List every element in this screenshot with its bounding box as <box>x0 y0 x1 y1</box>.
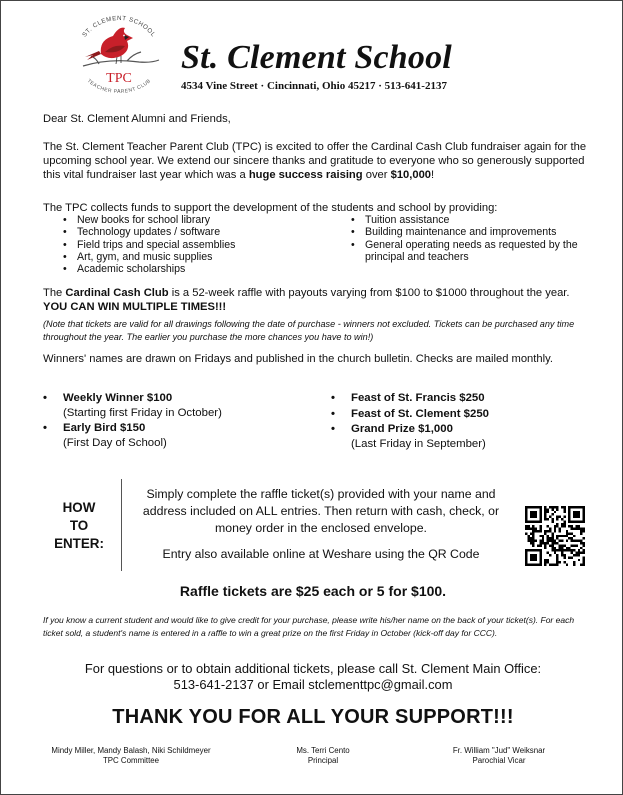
how-to-enter-heading <box>41 499 117 553</box>
prize-detail: (Last Friday in September) <box>351 437 486 450</box>
signature-role: Principal <box>307 756 339 765</box>
prize-item <box>331 422 591 451</box>
online-entry-text: Entry also available online at Weshare using the QR Code <box>162 547 480 561</box>
student-credit-note: If you know a current student and would like to give credit for your purchase, please write his/her name on the back of your ticket(s). For each ticket sold, a student's name is entered in a raffle to win a great prize on the first Friday in October (kick-off day for CCC). <box>43 615 575 639</box>
intro-bold-1: huge success raising <box>248 169 363 181</box>
list-item: • Field trips and special assemblies <box>59 239 329 251</box>
list-item: • Building maintenance and improvements <box>347 226 587 238</box>
club-name: Cardinal Cash Club <box>65 287 169 299</box>
intro-paragraph <box>43 140 591 182</box>
how-line-3: ENTER: <box>54 536 104 551</box>
ticket-note: (Note that tickets are valid for all drawings following the date of purchase - winners not excluded. Tickets can be purchased any time throughout the year. The earlier you purchase the more chances you have to win!) <box>43 319 575 342</box>
logo-bottom-text: TEACHER PARENT CLUB <box>85 78 153 95</box>
prize-item <box>331 391 591 406</box>
features-list-right <box>347 214 587 263</box>
intro-text-1: The St. Clement Teacher Parent Club (TPC) is excited to offer the Cardinal Cash Club fundraiser again for the upcoming school year. We extend our sincere thanks and gratitude to everyone who so generously supported this vital fundraiser last year which was a <box>43 141 587 181</box>
prizes-right <box>331 391 591 452</box>
list-item: • Academic scholarships <box>59 263 329 275</box>
list-item: • General operating needs as requested by the principal and teachers <box>347 239 587 264</box>
club-text-mid: is a 52-week raffle with payouts varying from $100 to $1000 throughout the year. <box>168 287 570 299</box>
intro-text-3: ! <box>431 169 435 181</box>
prize-detail: (Starting first Friday in October) <box>63 406 222 419</box>
signature-vicar <box>409 746 589 766</box>
features-list-left <box>59 214 329 275</box>
logo-arc-text: ST. CLEMENT SCHOOL <box>81 14 157 39</box>
bullet-icon: • <box>43 392 47 404</box>
thank-you-banner: THANK YOU FOR ALL YOUR SUPPORT!!! <box>112 706 514 728</box>
prize-title: Feast of St. Clement $250 <box>351 407 490 420</box>
signature-tpc <box>41 746 221 766</box>
club-emphasis: YOU CAN WIN MULTIPLE TIMES!!! <box>43 301 227 313</box>
list-item: • Technology updates / software <box>59 226 329 238</box>
prizes-left <box>43 391 303 451</box>
cardinal-bird-icon <box>85 28 133 64</box>
prize-item <box>331 407 591 422</box>
signature-name: Fr. William "Jud" Weiksnar <box>452 746 546 755</box>
prize-title: Early Bird $150 <box>63 422 146 434</box>
entry-instructions: Simply complete the raffle ticket(s) provided with your name and address included on ALL entries. Then return with cash, check, or money order in the enclosed envelope. <box>142 487 500 535</box>
bullet-icon: • <box>331 392 335 404</box>
list-item: • Art, gym, and music supplies <box>59 251 329 263</box>
tpc-cardinal-logo <box>69 14 169 104</box>
how-divider <box>121 479 122 571</box>
contact-line-1: For questions or to obtain additional tickets, please call St. Clement Main Office: <box>84 661 542 676</box>
list-item: • Tuition assistance <box>347 214 587 226</box>
greeting: Dear St. Clement Alumni and Friends, <box>43 113 231 125</box>
ticket-price: Raffle tickets are $25 each or 5 for $100. <box>179 583 447 599</box>
signature-name: Mindy Miller, Mandy Balash, Niki Schildmeyer <box>51 746 211 755</box>
list-item: • New books for school library <box>59 214 329 226</box>
how-line-2: TO <box>69 518 89 533</box>
prize-item <box>43 421 303 450</box>
prize-title: Grand Prize $1,000 <box>351 423 453 435</box>
prize-detail: (First Day of School) <box>63 436 167 449</box>
contact-line-2: 513-641-2137 or Email stclementtpc@gmail.com <box>173 677 453 692</box>
qr-code-icon[interactable] <box>525 506 585 566</box>
signature-name: Ms. Terri Cento <box>296 746 350 755</box>
cardinal-cash-club-paragraph <box>43 286 591 314</box>
logo-letters: TPC <box>106 71 132 86</box>
club-text-pre: The <box>43 287 66 299</box>
signature-principal <box>263 746 383 766</box>
school-address: 4534 Vine Street · Cincinnati, Ohio 45217 · 513-641-2137 <box>181 80 447 92</box>
contact-info <box>43 661 583 693</box>
collects-paragraph: The TPC collects funds to support the development of the students and school by providing: <box>43 202 498 214</box>
bullet-icon: • <box>331 423 335 435</box>
prize-title: Feast of St. Francis $250 <box>351 392 485 404</box>
how-line-1: HOW <box>62 500 96 515</box>
prize-item <box>43 391 303 420</box>
signature-role: Parochial Vicar <box>472 756 526 765</box>
bullet-icon: • <box>331 407 335 420</box>
winners-paragraph: Winners' names are drawn on Fridays and published in the church bulletin. Checks are mailed monthly. <box>43 353 553 365</box>
intro-text-2: over <box>362 169 391 181</box>
signature-role: TPC Committee <box>102 756 160 765</box>
school-name: St. Clement School <box>181 39 452 76</box>
intro-bold-2: $10,000 <box>390 169 432 181</box>
bullet-icon: • <box>43 422 47 434</box>
prize-title: Weekly Winner $100 <box>63 392 173 404</box>
